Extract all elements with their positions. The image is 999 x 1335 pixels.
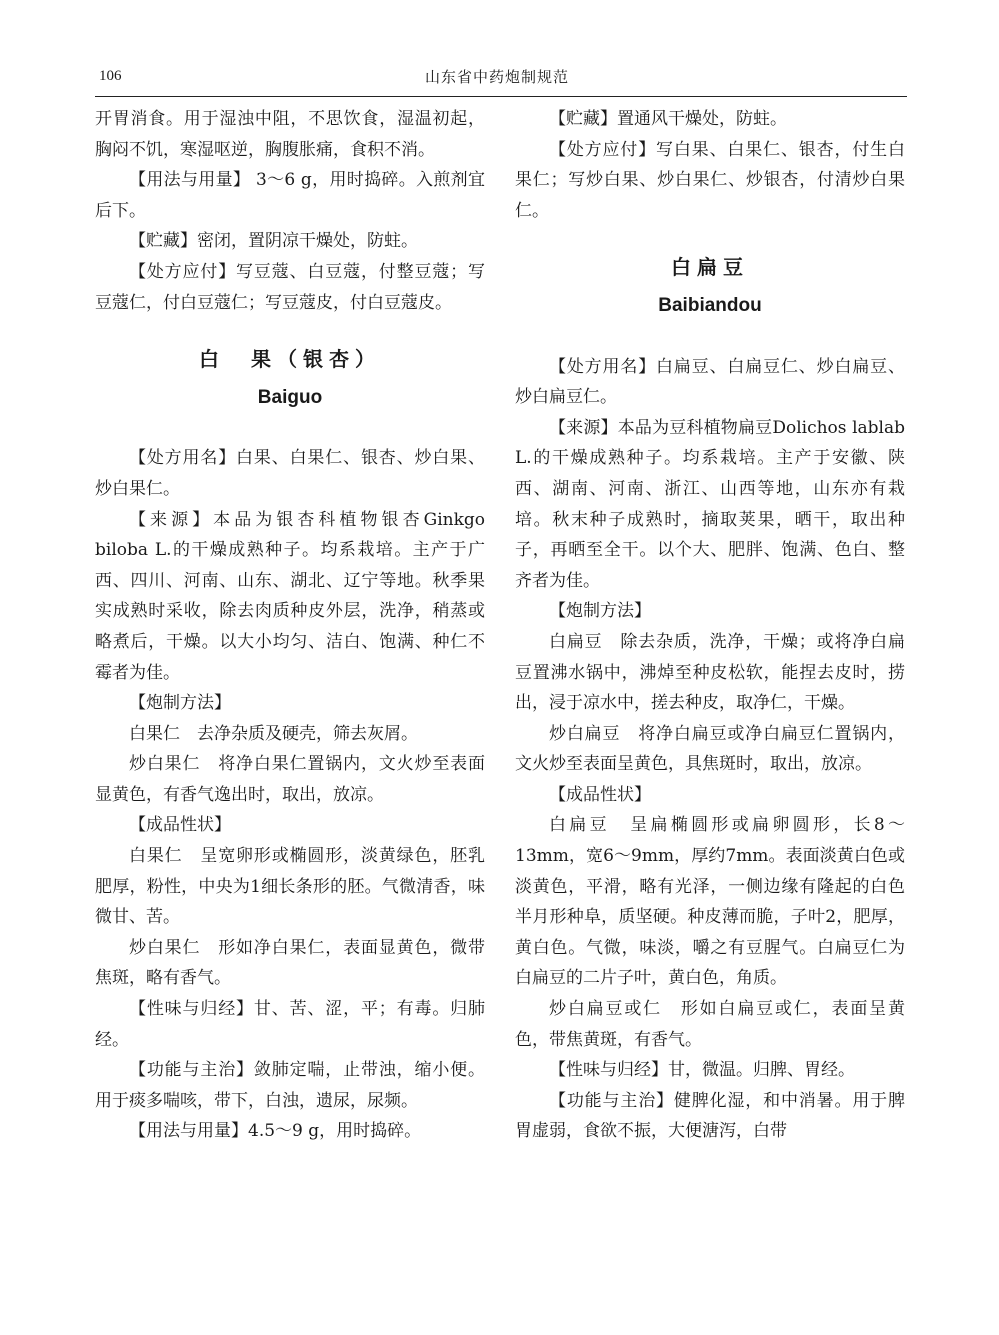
paragraph-processing: 炒白扁豆 将净白扁豆或净白扁豆仁置锅内，文火炒至表面呈黄色，具焦斑时，取出，放凉。 [515,723,905,775]
right-column [515,104,905,1147]
section-heading-characteristics: 【成品性状】 [549,784,651,805]
paragraph-functions: 【功能与主治】敛肺定喘，止带浊，缩小便。用于痰多喘咳，带下，白浊，遗尿，尿频。 [95,1060,485,1111]
paragraph-prescription-dispensing: 【处方应付】写白果、白果仁、银杏，付生白果仁；写炒白果、炒白果仁、炒银杏，付清炒白果仁。 [515,139,905,221]
paragraph-characteristics: 白扁豆 呈扁椭圆形或扁卵圆形，长8～13mm，宽6～9mm，厚约7mm。表面淡黄白色或淡黄色，平滑，略有光泽，一侧边缘有隆起的白色半月形种阜，质坚硬。种皮薄而脆，子叶2，肥厚，黄白色。气微，味淡，嚼之有豆腥气。白扁豆仁为白扁豆的二片子叶，黄白色，角质。 [515,815,905,989]
running-title: 山东省中药炮制规范 [425,68,570,86]
paragraph-nature-meridian: 【性味与归经】甘，微温。归脾、胃经。 [549,1060,855,1081]
paragraph-prescription-names: 【处方用名】白果、白果仁、银杏、炒白果、炒白果仁。 [95,448,485,499]
entry-title: 白 果（银杏） [199,347,381,372]
paragraph-storage: 【贮藏】置通风干燥处，防蛀。 [549,109,787,129]
left-column [95,104,485,1147]
paragraph: 开胃消食。用于湿浊中阻，不思饮食，湿温初起，胸闷不饥，寒湿呕逆，胸腹胀痛，食积不消。 [95,109,485,160]
entry-pinyin: Baibiandou [658,294,762,316]
paragraph-functions: 【功能与主治】健脾化湿，和中消暑。用于脾胃虚弱，食欲不振，大便溏泻，白带 [515,1090,905,1142]
paragraph-processing: 炒白果仁 将净白果仁置锅内，文火炒至表面显黄色，有香气逸出时，取出，放凉。 [95,754,485,805]
section-heading-processing: 【炮制方法】 [549,601,651,622]
paragraph-processing: 白果仁 去净杂质及硬壳，筛去灰屑。 [129,723,418,744]
paragraph-processing: 白扁豆 除去杂质，洗净，干燥；或将净白扁豆置沸水锅中，沸焯至种皮松软，能捏去皮时，捞出，浸于凉水中，搓去种皮，取净仁，干燥。 [515,631,905,714]
paragraph-source: 【来源】本品为银杏科植物银杏Ginkgo biloba L.的干燥成熟种子。均系栽培。主产于广西、四川、河南、山东、湖北、辽宁等地。秋季果实成熟时采收，除去肉质种皮外层，洗净，稍蒸或略煮后，干燥。以大小均匀、洁白、饱满、种仁不霉者为佳。 [95,509,485,683]
page-header [95,64,907,94]
paragraph-nature-meridian: 【性味与归经】甘、苦、涩，平；有毒。归肺经。 [95,999,485,1050]
header-rule [95,96,907,97]
paragraph-usage-dosage: 【用法与用量】4.5～9 g，用时捣碎。 [129,1121,422,1142]
entry-title: 白扁豆 [671,255,749,280]
paragraph-prescription-names: 【处方用名】白扁豆、白扁豆仁、炒白扁豆、炒白扁豆仁。 [515,356,905,408]
entry-pinyin: Baiguo [257,386,323,408]
paragraph-source: 【来源】本品为豆科植物扁豆Dolichos lablab L.的干燥成熟种子。均系栽培。主产于安徽、陕西、湖南、河南、浙江、山西等地，山东亦有栽培。秋末种子成熟时，摘取荚果，晒干，取出种子，再晒至全干。以个大、肥胖、饱满、色白、整齐者为佳。 [515,417,905,591]
paragraph-usage-dosage: 【用法与用量】 3～6 g，用时捣碎。入煎剂宜后下。 [95,170,485,221]
paragraph-prescription-dispensing: 【处方应付】写豆蔻、白豆蔻，付整豆蔻；写豆蔻仁，付白豆蔻仁；写豆蔻皮，付白豆蔻皮。 [95,261,485,313]
paragraph-storage: 【贮藏】密闭，置阴凉干燥处，防蛀。 [129,231,418,252]
paragraph-characteristics: 炒白扁豆或仁 形如白扁豆或仁，表面呈黄色，带焦黄斑，有香气。 [515,999,905,1050]
section-heading-characteristics: 【成品性状】 [129,815,231,836]
page-number: 106 [99,68,122,84]
paragraph-characteristics: 炒白果仁 形如净白果仁，表面显黄色，微带焦斑，略有香气。 [95,937,485,989]
paragraph-characteristics: 白果仁 呈宽卵形或椭圆形，淡黄绿色，胚乳肥厚，粉性，中央为1细长条形的胚。气微清香，味微甘、苦。 [95,846,485,928]
section-heading-processing: 【炮制方法】 [129,693,231,714]
